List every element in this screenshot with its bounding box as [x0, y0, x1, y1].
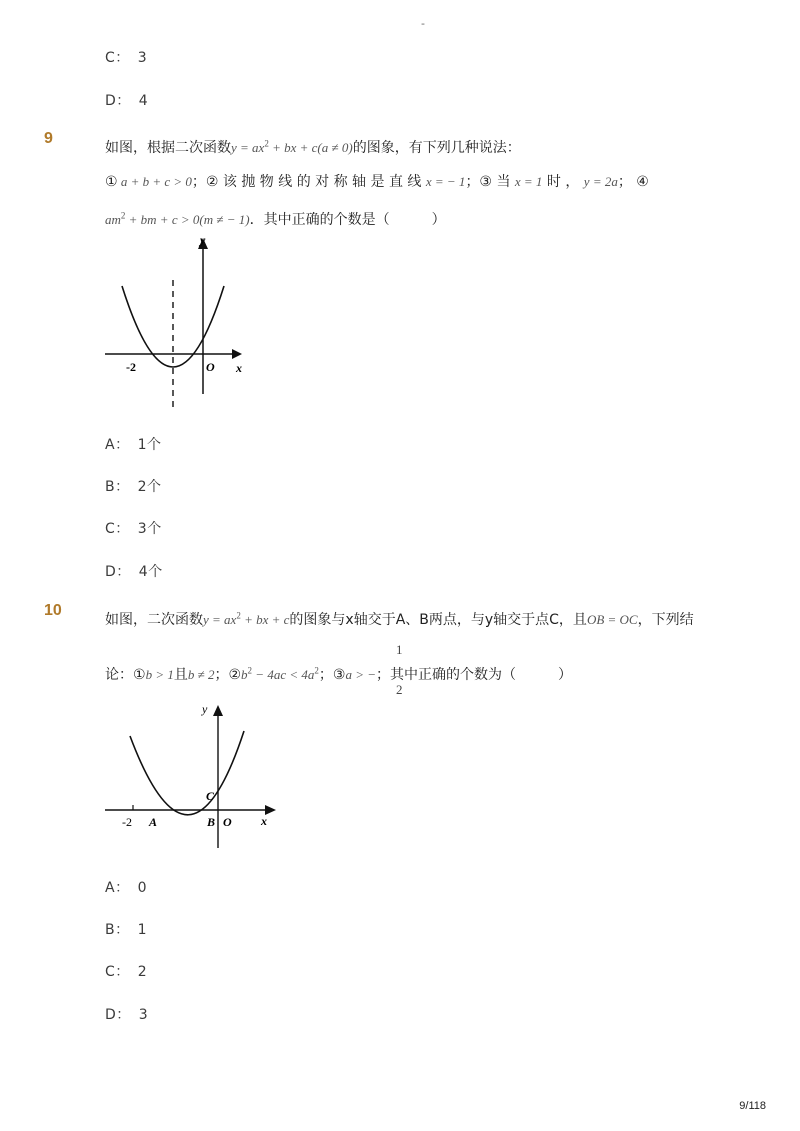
option-text: 3	[137, 50, 148, 66]
option-sep: ：	[115, 521, 130, 537]
top-dash-mark: -	[421, 17, 425, 30]
y-label: y	[202, 702, 208, 716]
option-sep: ：	[115, 880, 130, 896]
point-b-label: B	[207, 815, 216, 829]
option-text: 4个	[138, 564, 163, 580]
q9-text: 的图象，有下列几种说法：	[352, 140, 521, 156]
option-text: 1个	[137, 437, 162, 453]
option-text: 2	[137, 964, 148, 980]
option-text: 2个	[137, 479, 162, 495]
option-letter: D	[105, 93, 117, 109]
origin-label: O	[206, 360, 215, 374]
option-letter: D	[105, 1007, 117, 1023]
q10-option-c[interactable]	[105, 961, 147, 981]
option-letter: B	[105, 922, 116, 938]
option-letter: C	[105, 50, 116, 66]
fraction-numerator: 1	[396, 642, 403, 657]
y-axis-arrow	[213, 705, 223, 716]
option-text: 4	[138, 93, 149, 109]
page-number: 9/118	[739, 1100, 766, 1112]
option-sep: ：	[115, 50, 130, 66]
option-letter: A	[105, 437, 116, 453]
question-10-line-1: 如图，二次函数$y = ax^2$ + bx + c的图象与x轴交于A、B两点，与y轴交于点C，且OB = OC，下列结	[105, 610, 694, 628]
option-sep: ：	[116, 1007, 131, 1023]
option-sep: ：	[115, 964, 130, 980]
option-letter: B	[105, 479, 116, 495]
option-sep: ：	[115, 922, 130, 938]
option-text: 3	[138, 1007, 149, 1023]
question-9-line-1	[105, 137, 521, 157]
q10-option-b[interactable]	[105, 919, 147, 939]
fraction-denominator: 2	[396, 682, 403, 697]
point-a-label: A	[149, 815, 158, 829]
question-9-line-3: $am^2$ + bm + c > 0(m ≠ − 1)．其中正确的个数是（ ）	[105, 210, 446, 228]
prev-option-d[interactable]	[105, 90, 148, 110]
point-c-label: C	[206, 789, 215, 803]
question-9-line-2: ① a + b + c > 0；② 该 抛 物 线 的 对 称 轴 是 直 线 x = − 1；③ 当 x = 1 时 ， y = 2a； ④	[105, 174, 649, 190]
option-letter: A	[105, 880, 116, 896]
q9-option-a[interactable]	[105, 434, 162, 454]
x-label: x	[236, 361, 242, 375]
q9-option-b[interactable]	[105, 476, 162, 496]
option-text: 3个	[137, 521, 162, 537]
tick-label-minus-2: -2	[126, 360, 136, 374]
q9-text: 如图，根据二次函数	[105, 140, 231, 156]
question-9-parabola-graph	[100, 228, 250, 410]
q9-option-c[interactable]	[105, 518, 162, 538]
q10-option-a[interactable]	[105, 877, 147, 897]
option-sep: ：	[116, 93, 131, 109]
question-9-number: 9	[44, 130, 53, 147]
option-letter: C	[105, 521, 116, 537]
origin-label: O	[223, 815, 232, 829]
option-sep: ：	[115, 437, 130, 453]
q10-option-d[interactable]	[105, 1004, 148, 1024]
y-label: y	[200, 233, 206, 247]
question-10-parabola-graph	[100, 700, 285, 855]
option-text: 1	[137, 922, 148, 938]
option-letter: C	[105, 964, 116, 980]
question-10-number: 10	[44, 602, 62, 619]
x-label: x	[261, 814, 267, 828]
option-text: 0	[137, 880, 147, 896]
x-axis-arrow	[232, 349, 242, 359]
parabola-curve	[130, 731, 244, 815]
option-letter: D	[105, 564, 117, 580]
option-sep: ：	[115, 479, 130, 495]
question-10-line-2: 论：①b > 1且b ≠ 2；$②b^2 - 4ac < 4a^2$；③a > −；其中正确的个数为（ ）	[105, 665, 572, 683]
option-sep: ：	[116, 564, 131, 580]
q9-option-d[interactable]	[105, 561, 163, 581]
prev-option-c[interactable]	[105, 47, 147, 67]
tick-label-minus-2: -2	[122, 815, 132, 829]
q9-formula: $y = ax^2$ + bx + c(a ≠ 0)	[231, 138, 353, 155]
